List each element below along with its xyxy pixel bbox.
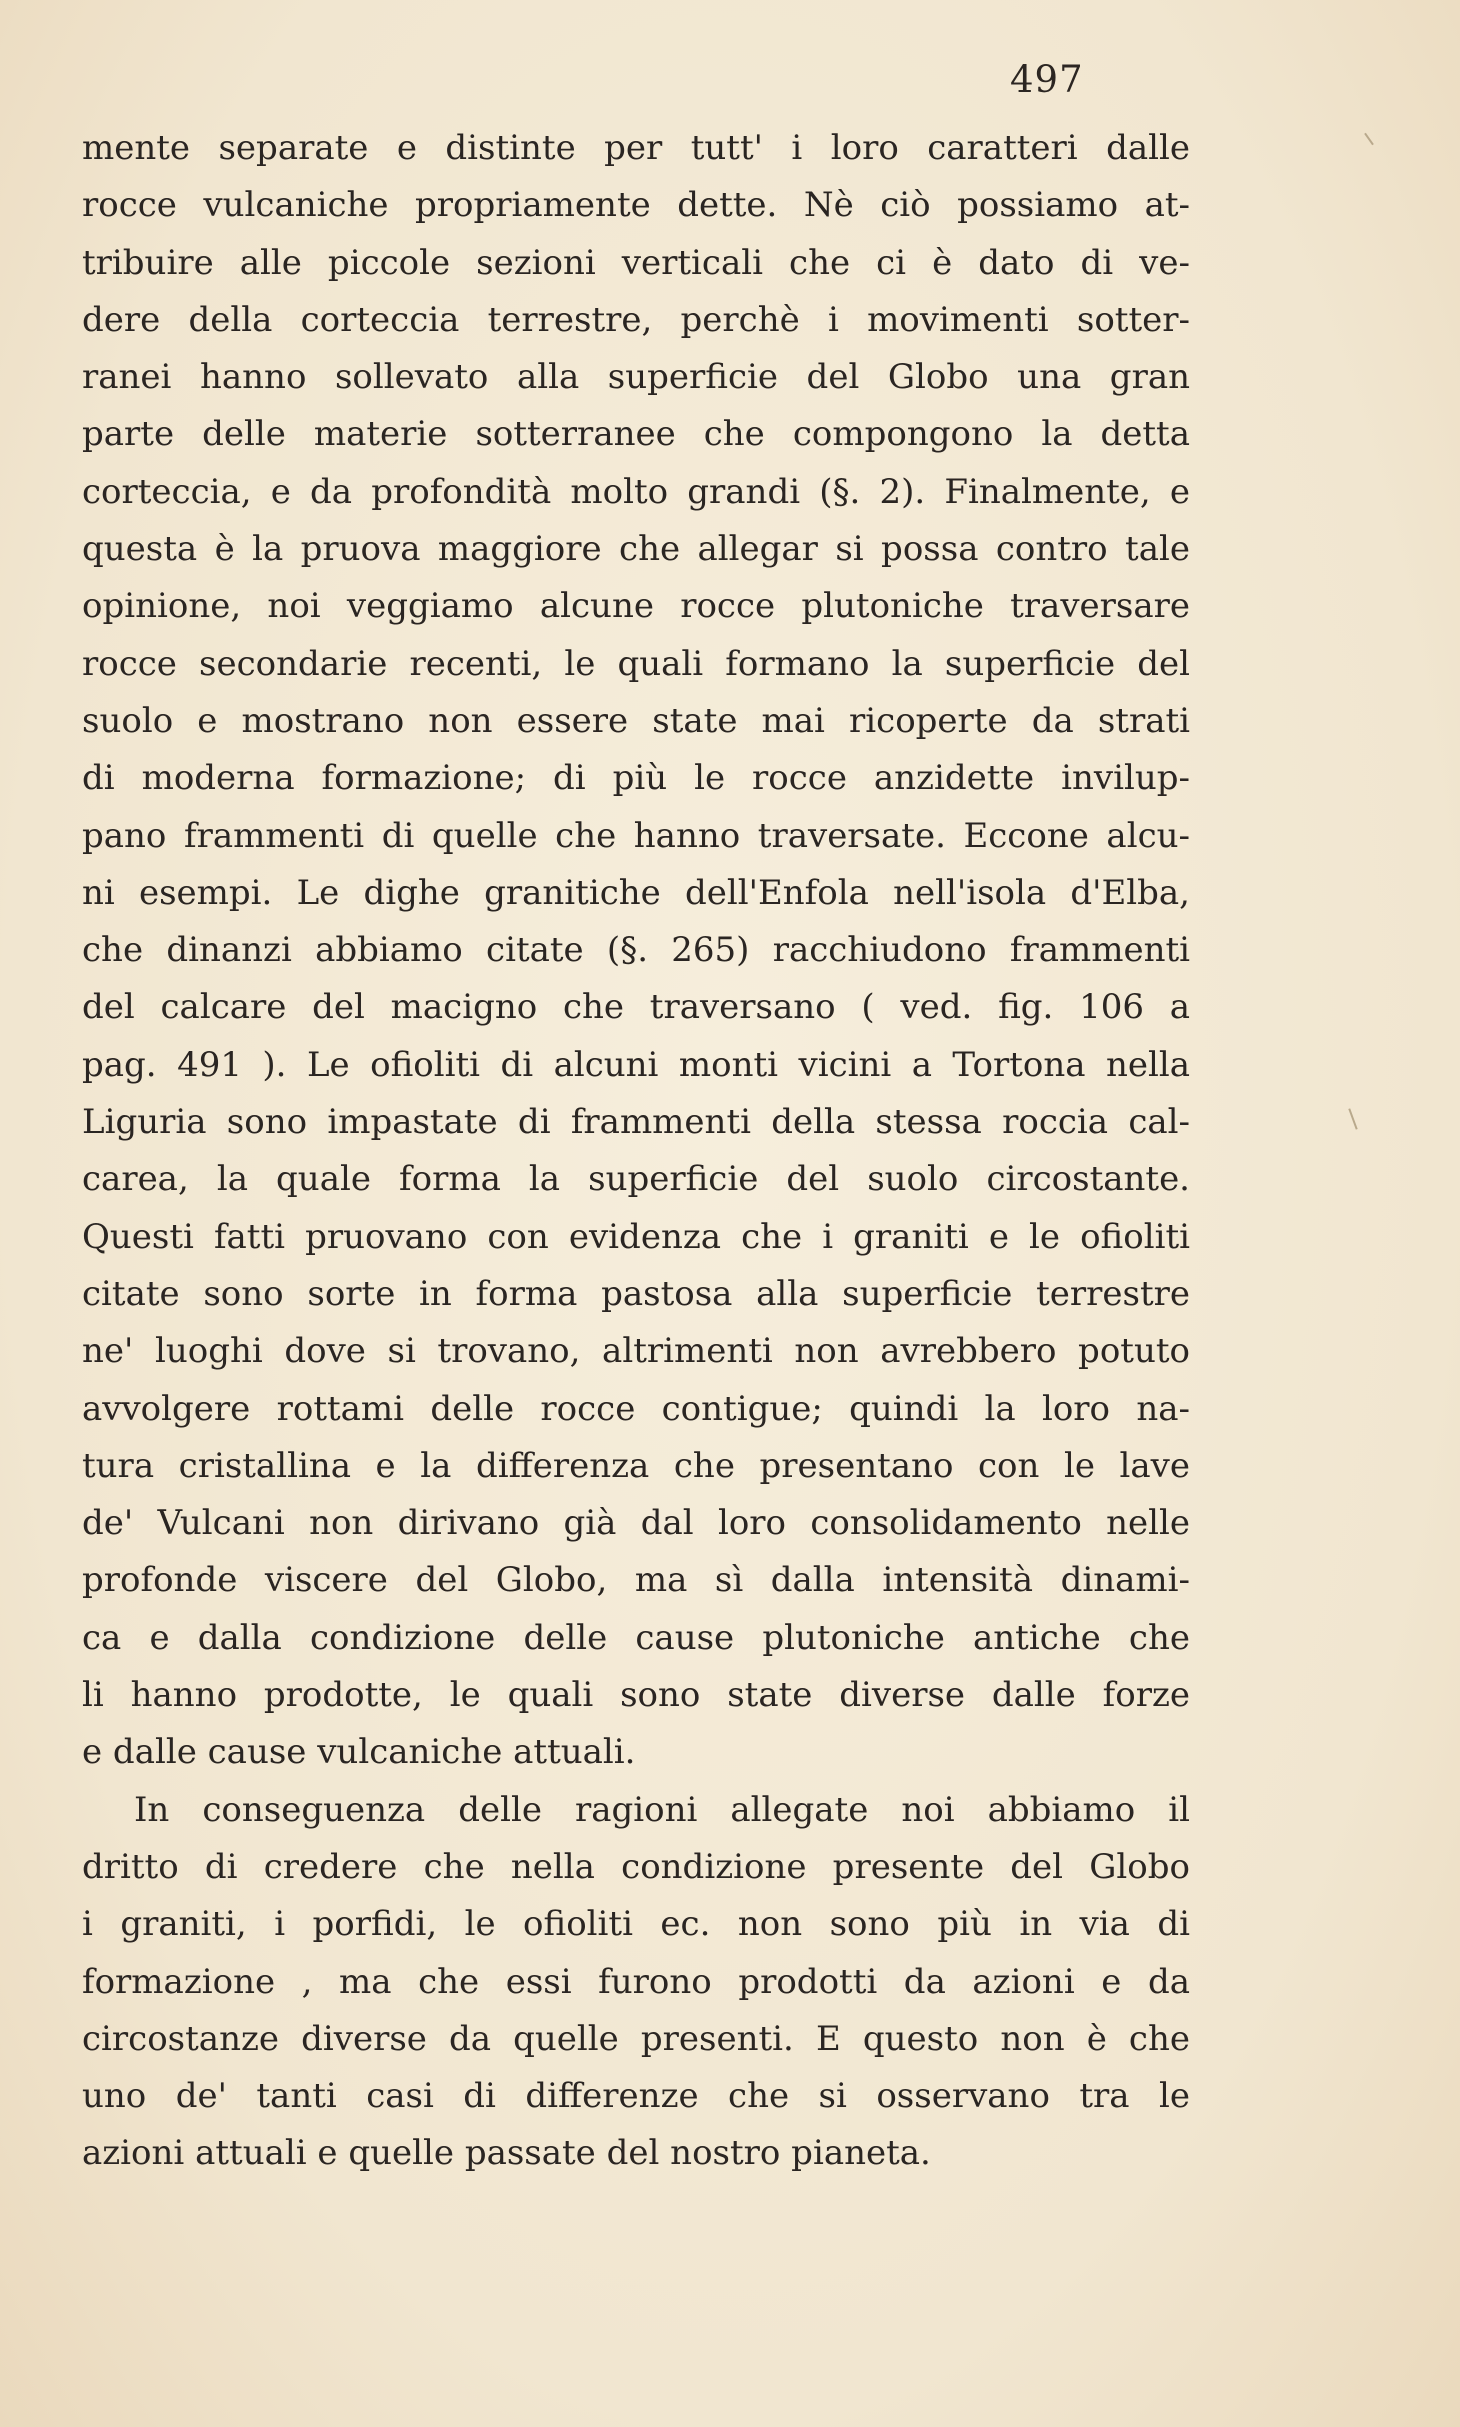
text-line: ranei hanno sollevato alla superficie del Globo una gran [82, 357, 1190, 398]
text-line: dere della corteccia terrestre, perchè i movimenti sotter- [82, 299, 1190, 340]
text-line: questa è la pruova maggiore che allegar si possa contro tale [82, 529, 1190, 570]
text-line: circostanze diverse da quelle presenti. E questo non è che [82, 2018, 1190, 2059]
text-line: dritto di credere che nella condizione presente del Globo [82, 1846, 1190, 1887]
paragraph-1 [82, 120, 1190, 1782]
text-line: che dinanzi abbiamo citate (§. 265) racchiudono frammenti [82, 930, 1190, 971]
text-line: suolo e mostrano non essere state mai ricoperte da strati [82, 700, 1190, 741]
text-line: de' Vulcani non dirivano già dal loro consolidamento nelle [82, 1503, 1190, 1544]
text-line: mente separate e distinte per tutt' i loro caratteri dalle [82, 128, 1190, 168]
text-line: di moderna formazione; di più le rocce anzidette invilup- [82, 758, 1190, 799]
paper-speck [1348, 1108, 1357, 1129]
text-line: parte delle materie sotterranee che compongono la detta [82, 414, 1190, 455]
text-line: tura cristallina e la differenza che presentano con le lave [82, 1445, 1190, 1486]
text-line: del calcare del macigno che traversano ( ved. fig. 106 a [82, 987, 1190, 1028]
text-line: In conseguenza delle ragioni allegate noi abbiamo il [134, 1789, 1190, 1830]
page-number: 497 [1010, 58, 1084, 101]
text-line: citate sono sorte in forma pastosa alla superficie terrestre [82, 1273, 1190, 1314]
text-line: ni esempi. Le dighe granitiche dell'Enfola nell'isola d'Elba, [82, 872, 1190, 913]
text-line: tribuire alle piccole sezioni verticali che ci è dato di ve- [82, 242, 1190, 283]
text-line: corteccia, e da profondità molto grandi (§. 2). Finalmente, e [82, 471, 1190, 512]
text-line: profonde viscere del Globo, ma sì dalla intensità dinami- [82, 1560, 1190, 1601]
text-line: formazione , ma che essi furono prodotti da azioni e da [82, 1961, 1190, 2002]
text-line: e dalle cause vulcaniche attuali. [82, 1732, 636, 1773]
text-line: pano frammenti di quelle che hanno traversate. Eccone alcu- [82, 815, 1190, 856]
text-line: ne' luoghi dove si trovano, altrimenti non avrebbero potuto [82, 1331, 1190, 1372]
text-line: opinione, noi veggiamo alcune rocce plutoniche traversare [82, 586, 1190, 627]
text-line: carea, la quale forma la superficie del suolo circostante. [82, 1159, 1190, 1200]
text-line: Liguria sono impastate di frammenti della stessa roccia cal- [82, 1102, 1190, 1143]
text-line: Questi fatti pruovano con evidenza che i graniti e le ofioliti [82, 1216, 1190, 1257]
text-line: azioni attuali e quelle passate del nostro pianeta. [82, 2133, 931, 2174]
paragraph-2 [82, 1782, 1190, 2183]
text-line: uno de' tanti casi di differenze che si osservano tra le [82, 2076, 1190, 2117]
text-line: ca e dalla condizione delle cause plutoniche antiche che [82, 1617, 1190, 1658]
text-line: pag. 491 ). Le ofioliti di alcuni monti vicini a Tortona nella [82, 1044, 1190, 1085]
text-line: rocce secondarie recenti, le quali formano la superficie del [82, 643, 1190, 684]
text-line: rocce vulcaniche propriamente dette. Nè ciò possiamo at- [82, 185, 1190, 226]
text-line: avvolgere rottami delle rocce contigue; quindi la loro na- [82, 1388, 1190, 1429]
text-line: i graniti, i porfidi, le ofioliti ec. non sono più in via di [82, 1904, 1190, 1945]
text-line: li hanno prodotte, le quali sono state diverse dalle forze [82, 1675, 1190, 1716]
paper-speck [1364, 133, 1374, 146]
body-text [82, 120, 1190, 2183]
